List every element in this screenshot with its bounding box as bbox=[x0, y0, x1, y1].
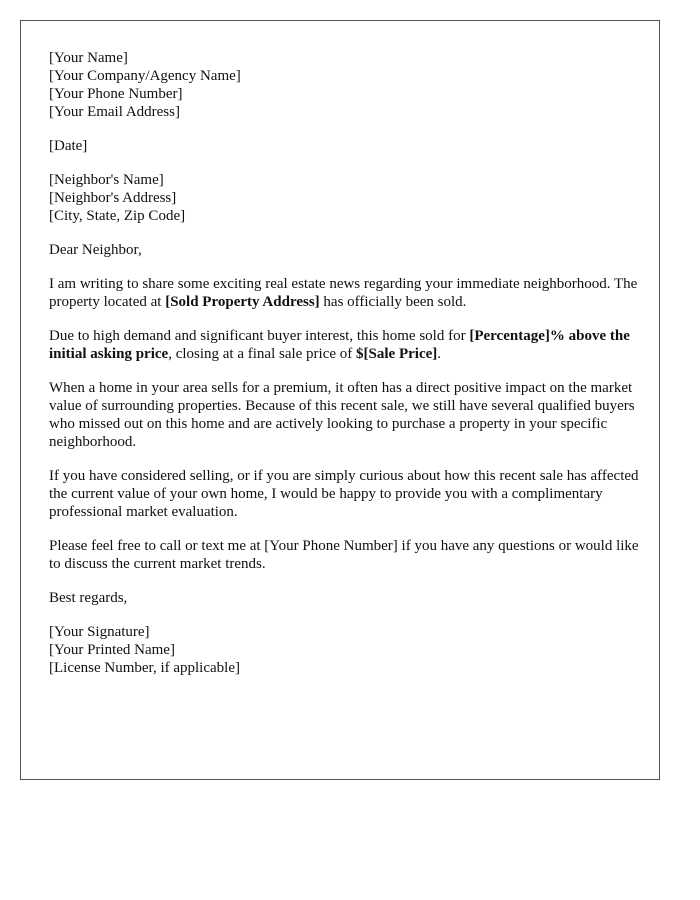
percentage-above-asking: [Percentage]% above the initial asking price bbox=[49, 328, 630, 362]
recipient-address: [Neighbor's Address] bbox=[49, 190, 177, 206]
letter-date: [Date] bbox=[49, 138, 88, 154]
license-number: [License Number, if applicable] bbox=[49, 660, 240, 676]
paragraph-text: . bbox=[437, 346, 442, 362]
recipient-city-state-zip: [City, State, Zip Code] bbox=[49, 208, 186, 224]
paragraph-text: , closing at a final sale price of bbox=[168, 346, 357, 362]
sender-company: [Your Company/Agency Name] bbox=[49, 68, 241, 84]
paragraph-text: Due to high demand and significant buyer interest, this home sold for bbox=[49, 328, 470, 344]
paragraph-sale-announcement bbox=[49, 275, 639, 311]
paragraph-market-impact: When a home in your area sells for a premium, it often has a direct positive impact on the market value of surrounding properties. Because of this recent sale, we still have several qualified buyers who missed out on this home and are actively looking to purchase a property in your specific neighborhood. bbox=[49, 380, 635, 450]
sender-email: [Your Email Address] bbox=[49, 104, 180, 120]
paragraph-evaluation-offer: If you have considered selling, or if you are simply curious about how this recent sale has affected the current value of your own home, I would be happy to provide you with a complimentary professional market evaluation. bbox=[49, 468, 639, 520]
signature-block bbox=[49, 623, 639, 677]
signature-line: [Your Signature] bbox=[49, 624, 150, 640]
letter-page bbox=[20, 20, 660, 780]
paragraph-text: I am writing to share some exciting real estate news regarding your immediate neighborhood. The property located at bbox=[49, 276, 638, 310]
printed-name: [Your Printed Name] bbox=[49, 642, 175, 658]
recipient-name: [Neighbor's Name] bbox=[49, 172, 164, 188]
sold-property-address: [Sold Property Address] bbox=[165, 294, 320, 310]
sale-price: $[Sale Price] bbox=[356, 346, 438, 362]
letter-body bbox=[49, 49, 639, 693]
closing: Best regards, bbox=[49, 590, 128, 606]
sender-name: [Your Name] bbox=[49, 50, 128, 66]
salutation: Dear Neighbor, bbox=[49, 242, 142, 258]
date-block bbox=[49, 137, 639, 155]
paragraph-text: has officially been sold. bbox=[319, 294, 467, 310]
sender-phone: [Your Phone Number] bbox=[49, 86, 183, 102]
paragraph-contact: Please feel free to call or text me at [Your Phone Number] if you have any questions or would like to discuss the current market trends. bbox=[49, 538, 639, 572]
paragraph-sale-price bbox=[49, 327, 639, 363]
recipient-block bbox=[49, 171, 639, 225]
sender-block bbox=[49, 49, 639, 121]
